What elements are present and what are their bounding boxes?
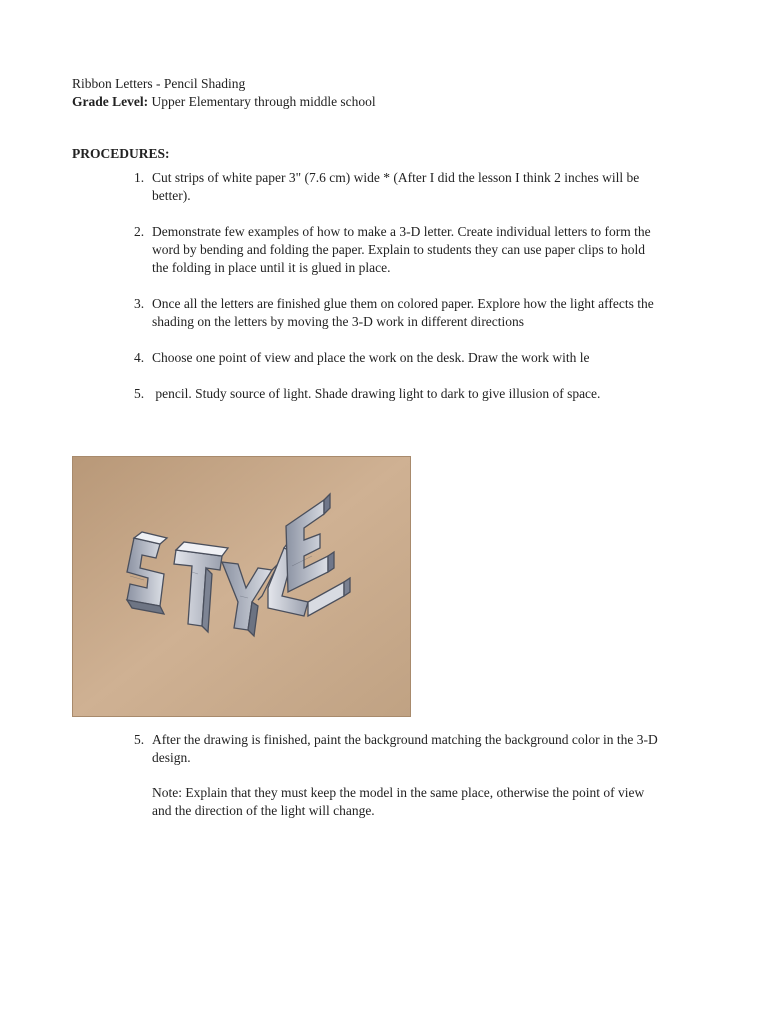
step-text: After the drawing is finished, paint the background matching the background color in the 3-D design.: [152, 732, 658, 765]
step-number: 5.: [134, 732, 145, 747]
step-number: 1.: [134, 170, 145, 185]
step-text: pencil. Study source of light. Shade drawing light to dark to give illusion of space.: [152, 386, 601, 401]
procedure-note: [134, 784, 664, 820]
step-text: Once all the letters are finished glue them on colored paper. Explore how the light affects the shading on the letters by moving the 3-D work in different directions: [152, 296, 654, 329]
procedure-step-2: [134, 223, 664, 277]
procedure-step-4: [134, 349, 664, 367]
step-number: 3.: [134, 296, 145, 311]
grade-level-label: Grade Level:: [72, 94, 149, 109]
step-text: Demonstrate few examples of how to make a 3-D letter. Create individual letters to form the word by bending and folding the paper. Explain to students they can use paper clips to hold the folding in place until it is glued in place.: [152, 224, 651, 275]
step-number: 5.: [134, 386, 145, 401]
step-number: 2.: [134, 224, 145, 239]
step-text: Cut strips of white paper 3" (7.6 cm) wide * (After I did the lesson I think 2 inches will be better).: [152, 170, 640, 203]
procedure-step-3: [134, 295, 664, 331]
grade-level-value: Upper Elementary through middle school: [148, 94, 376, 109]
procedure-step-1: [134, 169, 664, 205]
grade-level-line: [72, 93, 376, 111]
ribbon-letters-photo: [72, 456, 411, 717]
procedure-step-5a: [134, 385, 664, 403]
procedure-step-5b: [134, 731, 664, 767]
document-title: Ribbon Letters - Pencil Shading: [72, 76, 246, 91]
step-text: Choose one point of view and place the work on the desk. Draw the work with le: [152, 350, 590, 365]
step-number: 4.: [134, 350, 145, 365]
procedures-heading: PROCEDURES:: [72, 146, 170, 161]
note-text: Note: Explain that they must keep the model in the same place, otherwise the point of view and the direction of the light will change.: [152, 785, 645, 818]
